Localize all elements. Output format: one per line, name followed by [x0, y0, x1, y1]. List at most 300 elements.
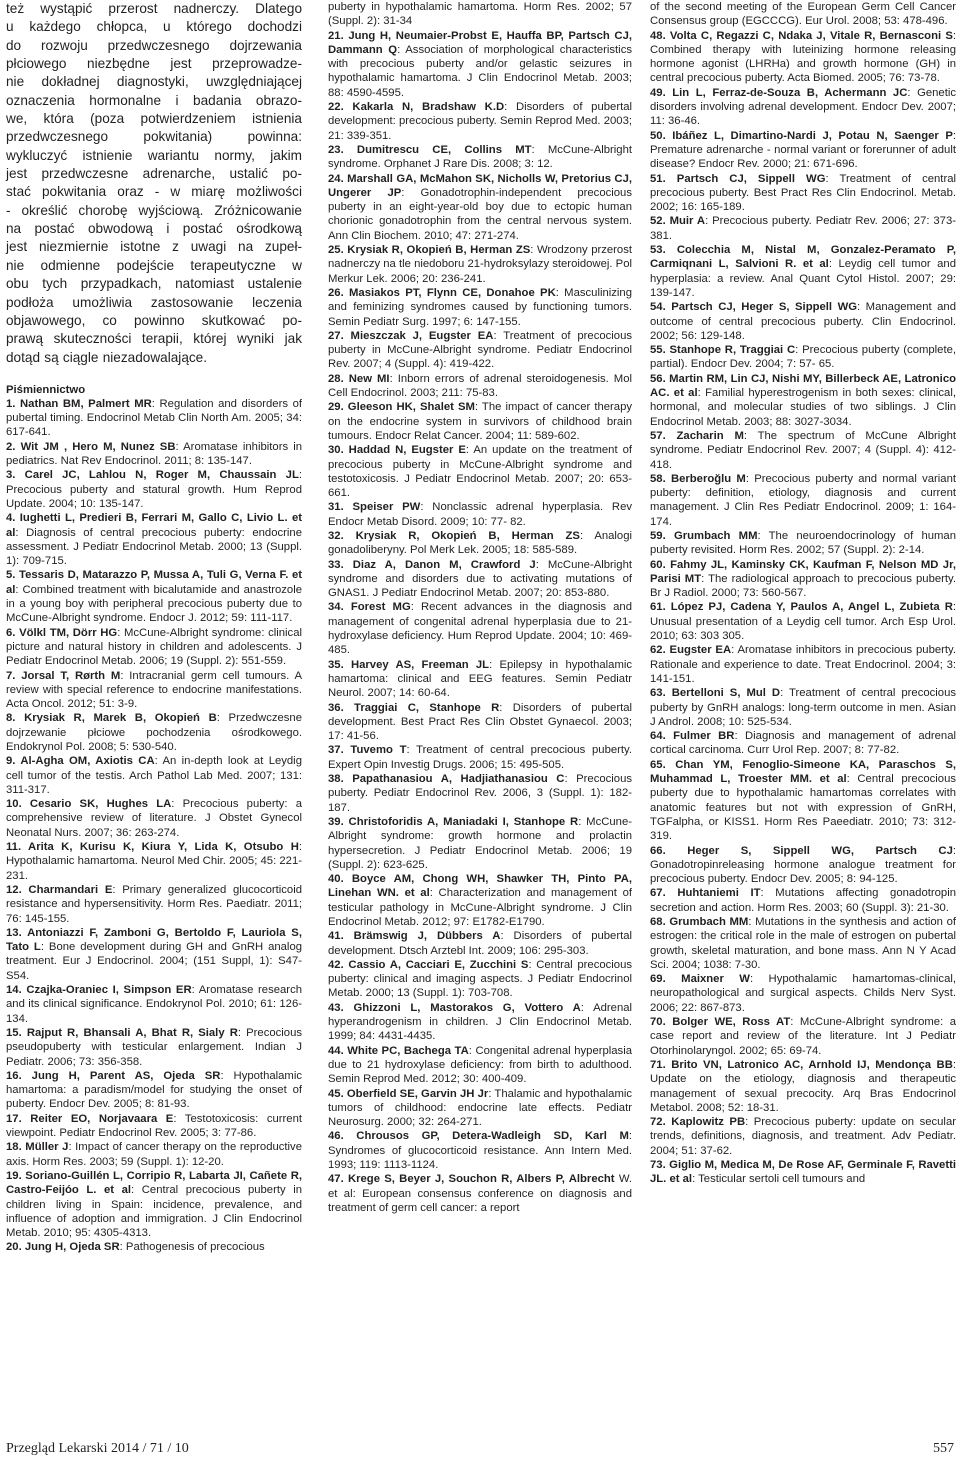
- reference-number: 27.: [328, 329, 351, 342]
- reference-citation: : Aromatase inhibitors in pediatrics. Nat Rev Endocrinol. 2011; 8: 135-147.: [6, 440, 303, 468]
- reference-number: 71.: [650, 1058, 672, 1071]
- reference-number: 12.: [6, 883, 29, 896]
- reference-item: [650, 886, 956, 915]
- reference-authors: Arita K, Kurisu K, Kiura Y, Lida K, Otsubo H: [28, 841, 299, 854]
- reference-authors: Huhtaniemi IT: [677, 887, 761, 900]
- reference-citation: : Syndromes of glucocorticoid resistance. Ann Intern Med. 1993; 119: 1113-1124.: [328, 1130, 633, 1172]
- reference-citation: : Precocious puberty and normal variant puberty: definition, etiology, diagnosis and current management. J Clin Res Pediatr Endocrinol. 2009; 1: 164-174.: [650, 472, 956, 528]
- reference-number: 28.: [328, 372, 349, 385]
- reference-number: 40.: [328, 873, 352, 886]
- body-text-line: we, która (poza potwierdzeniem istnienia: [6, 111, 302, 127]
- body-text-line: - określić chorobę wyjściową. Zróżnicowanie: [6, 202, 302, 218]
- reference-citation: : Combined treatment with bicalutamide and anastrozole in a young boy with peripheral precocious puberty due to McCune-Albright syndrome. Endocr J. 2012; 59: 111-117.: [6, 583, 302, 625]
- reference-number: 43.: [328, 1001, 354, 1014]
- reference-authors: Dumitrescu CE, Collins MT: [356, 143, 532, 156]
- reference-citation: : Przedwczesne dojrzewanie płciowe pochodzenia ośrodkowego. Endokrynol Pol. 2008; 5: 530-540.: [6, 712, 302, 753]
- reference-number: 29.: [328, 401, 348, 414]
- reference-number: 47.: [328, 1173, 348, 1186]
- reference-authors: Marshall GA, McMahon SK, Nicholls W, Pretorius CJ, Ungerer JP: [328, 172, 633, 199]
- reference-citation: : Hypothalamic hamartoma. Neurol Med Chir. 2005; 45: 221-231.: [6, 841, 302, 882]
- reference-authors: Tuvemo T: [350, 744, 407, 757]
- reference-number: 41.: [328, 930, 354, 943]
- reference-authors: Jorsal T, Rørth M: [21, 669, 121, 682]
- reference-number: 31.: [328, 501, 353, 514]
- reference-number: 33.: [328, 558, 353, 571]
- reference-citation: : Genetic disorders involving adrenal development. Endocr Dev. 2007; 11: 36-46.: [650, 86, 956, 128]
- reference-number: 5.: [6, 569, 20, 582]
- reference-item: [6, 1140, 302, 1169]
- reference-citation: : Leydig cell tumor and hyperplasia: a review. Anal Quant Cytol Histol. 2007; 29: 139-147.: [650, 258, 956, 299]
- reference-list: [650, 29, 956, 1187]
- reference-number: 45.: [328, 1087, 347, 1100]
- reference-number: 20.: [6, 1241, 25, 1254]
- reference-item: [6, 1026, 302, 1069]
- reference-authors: Krysiak R, Okopień B, Herman ZS: [347, 244, 531, 257]
- reference-authors: Müller J: [25, 1141, 69, 1154]
- reference-item: [328, 658, 632, 701]
- reference-citation: : Precocious puberty: update on secular trends, definitions, diagnosis, and treatment. Adv Pediatr. 2004; 51: 37-62.: [650, 1116, 956, 1157]
- reference-authors: Cassio A, Cacciari E, Zucchini S: [348, 958, 529, 971]
- body-text: [6, 0, 302, 367]
- reference-number: 4.: [6, 512, 20, 525]
- reference-authors: Völkl TM, Dörr HG: [19, 626, 118, 639]
- reference-number: 73.: [650, 1159, 670, 1172]
- body-text-line: przedwczesnego pokwitania) powinna:: [6, 129, 302, 145]
- reference-citation: : Gonadotrophin-independent precocious puberty in an eight-year-old boy due to ectopic human chorionic gonadotrophin from the central nervous system. Ann Clin Biochem. 2010; 47: 271-274.: [328, 186, 632, 242]
- body-text-line: jest niezmiernie istotne z uwagi na zupeł-: [6, 239, 302, 255]
- reference-citation: : Diagnosis of central precocious puberty: endocrine assessment. J Pediatr Endocrinol Metab. 2000; 13 (Suppl. 1): 709-715.: [6, 526, 302, 568]
- reference-number: 70.: [650, 1016, 673, 1029]
- reference-citation: : Treatment of central precocious puberty. Best Pract Res Clin Endocrinol. Metab. 2002; 16: 165-189.: [650, 172, 956, 214]
- reference-citation: : Regulation and disorders of pubertal timing. Endocrinol Metab Clin North Am. 2005; 34: 617-641.: [6, 397, 303, 439]
- reference-item: [328, 872, 632, 929]
- reference-authors: Zacharin M: [676, 429, 744, 442]
- reference-number: 50.: [650, 129, 673, 142]
- reference-authors: Diaz A, Danon M, Crawford J: [352, 558, 536, 571]
- reference-number: 61.: [650, 601, 671, 614]
- body-text-line: prawą skuteczności terapii, której wyniki jak: [6, 331, 302, 347]
- reference-item: [6, 711, 302, 754]
- reference-citation: : An update on the treatment of precocious puberty in McCune-Albright syndrome and testotoxicosis. J Pediatr Endocrinol Metab. 2007; 20: 653-661.: [328, 444, 632, 500]
- body-text-line: płciowego niezbędne jest przeprowadze-: [6, 56, 302, 72]
- reference-citation: : Treatment of central precocious puberty by GnRH analogs: long-term outcome in men. Asian J Androl. 2008; 10: 525-534.: [650, 687, 957, 728]
- reference-authors: Stanhope R, Traggiai C: [669, 344, 796, 357]
- reference-item: [328, 958, 632, 1001]
- reference-citation: : Hypothalamic hamartoma: a paradism/model for studying the onset of puberty. Endocr Dev. 2005; 8: 81-93.: [6, 1069, 302, 1111]
- reference-authors: Jung H, Parent AS, Ojeda SR: [31, 1069, 221, 1082]
- reference-citation: : McCune-Albright syndrome: a case report and review of the literature. Int J Pediatr Otorhinolaryngol. 2002; 65: 69-74.: [650, 1016, 956, 1057]
- reference-authors: Krege S, Beyer J, Souchon R, Albers P, Albrecht: [347, 1173, 615, 1186]
- reference-authors: Speiser PW: [352, 501, 421, 514]
- reference-authors: López PJ, Cadena Y, Paulos A, Angel L, Zubieta R: [670, 601, 953, 614]
- reference-item: [328, 772, 632, 815]
- reference-number: 18.: [6, 1141, 26, 1154]
- reference-number: 25.: [328, 244, 348, 257]
- reference-authors: Haddad N, Eugster E: [348, 444, 466, 457]
- reference-authors: Grumbach MM: [673, 529, 758, 542]
- reference-authors: Heger S, Sippell WG, Partsch CJ: [687, 844, 953, 857]
- reference-citation: : Association of morphological characteristics with precocious puberty and/or gelastic seizures in hypothalamic hamartoma. J Clin Endocrinol Metab. 2003; 88: 4590-4595.: [328, 43, 632, 99]
- reference-authors: Tessaris D, Matarazzo P, Mussa A, Tuli G, Verna F. et al: [6, 569, 302, 596]
- reference-item: [6, 511, 302, 568]
- reference-authors: Nathan BM, Palmert MR: [20, 397, 152, 410]
- reference-authors: Partsch CJ, Heger S, Sippell WG: [671, 301, 858, 314]
- reference-item: [6, 568, 302, 625]
- body-text-line: nie dokładnej diagnostyki, uwzględniającej: [6, 74, 302, 90]
- reference-number: 13.: [6, 926, 28, 939]
- reference-number: 10.: [6, 798, 30, 811]
- reference-item: [328, 143, 632, 172]
- reference-item: [328, 529, 632, 558]
- reference-number: 22.: [328, 101, 353, 114]
- reference-citation: : Precocious puberty. Pediatr Rev. 2006; 27: 373-381.: [650, 215, 956, 242]
- reference-item: [328, 243, 632, 286]
- reference-number: 65.: [650, 758, 676, 771]
- reference-authors: Eugster EA: [669, 644, 732, 657]
- reference-item: [328, 558, 632, 601]
- reference-authors: Rajput R, Bhansali A, Bhat R, Sialy R: [26, 1026, 238, 1039]
- reference-citation: : Diagnosis and management of adrenal cortical carcinoma. Curr Urol Rep. 2007; 8: 77-82.: [650, 730, 957, 757]
- reference-number: 6.: [6, 626, 20, 639]
- reference-citation: : Combined therapy with luteinizing hormone releasing hormone agonist (LHRHa) and growth hormone (GH) in central precocious puberty. Acta Biomed. 2005; 76: 73-78.: [650, 29, 956, 85]
- reference-item: [650, 643, 956, 686]
- reference-item: [6, 1169, 302, 1240]
- reference-citation: : Bone development during GH and GnRH analog treatment. Eur J Endocrinol. 2004; (151 Suppl, 1): S47-S54.: [6, 941, 303, 982]
- reference-authors: Krysiak R, Marek B, Okopień B: [24, 712, 217, 725]
- reference-citation: : Analogi gonadoliberyny. Pol Merk Lek. 2005; 18: 585-589.: [328, 529, 633, 557]
- reference-item: [328, 1001, 632, 1044]
- reference-item: [328, 29, 632, 100]
- reference-authors: Colecchia M, Nistal M, Gonzalez-Peramato P, Carmiqnani L, Salvioni R. et al: [650, 244, 956, 271]
- reference-item: [6, 926, 302, 983]
- reference-citation: : Central precocious puberty: clinical and imaging aspects. J Pediatr Endocrinol Metab. 2000; 13 (Suppl. 1): 703-708.: [328, 958, 633, 1000]
- reference-item: [6, 626, 302, 669]
- reference-citation: : Precocious puberty. Pediatr Endocrinol Rev. 2006, 3 (Suppl. 1): 182-187.: [328, 773, 632, 814]
- reference-authors: Jung H, Ojeda SR: [24, 1241, 120, 1254]
- reference-number: 60.: [650, 558, 671, 571]
- reference-item: [650, 844, 956, 887]
- reference-item: [650, 300, 956, 343]
- reference-citation: : Mutations in the synthesis and action of estrogen: the critical role in the male of estrogen on pubertal growth, skeletal maturation, and bone mass. Ann N Y Acad Sci. 2004; 1038: 7-30.: [650, 916, 956, 971]
- reference-authors: Martin RM, Lin CJ, Nishi MY, Billerbeck AE, Latronico AC. et al: [650, 372, 957, 400]
- reference-number: 54.: [650, 301, 672, 314]
- reference-item: [650, 915, 956, 972]
- reference-item: [6, 1069, 302, 1112]
- reference-item: [650, 1158, 956, 1187]
- reference-citation: : Gonadotropinreleasing hormone analogue treatment for precocious puberty. Endocr Dev. 2005; 8: 94-125.: [650, 844, 956, 886]
- reference-number: 64.: [650, 730, 674, 743]
- reference-number: 23.: [328, 143, 357, 156]
- reference-item: [328, 743, 632, 772]
- reference-number: 52.: [650, 215, 670, 228]
- reference-item: [6, 440, 302, 469]
- reference-item: [6, 468, 302, 511]
- body-text-line: u każdego chłopca, u którego dochodzi: [6, 19, 302, 35]
- reference-citation: : Disorders of pubertal development. Dtsch Arztebl Int. 2009; 106: 295-303.: [328, 930, 633, 957]
- reference-citation: : Thalamic and hypothalamic tumors of childhood: endocrine late effects. Pediatr Neurosurg. 2000; 32: 264-271.: [328, 1087, 633, 1129]
- reference-citation: : Recent advances in the diagnosis and management of congenital adrenal hyperplasia due to 21-hydroxylase deficiency. Hum Reprod Update. 2004; 10: 469-485.: [328, 601, 632, 657]
- reference-item: [328, 500, 632, 529]
- reference-number: 57.: [650, 429, 677, 442]
- reference-citation: : Nonclassic adrenal hyperplasia. Rev Endocr Metab Disord. 2009; 10: 77- 82.: [328, 501, 633, 528]
- reference-citation: : Masculinizing and feminizing syndromes caused by functioning tumors. Semin Pediatr Surg. 1997; 6: 147-155.: [328, 286, 632, 328]
- reference-item: [328, 1044, 632, 1087]
- reference-item: [650, 600, 956, 643]
- body-text-line: dotąd są ciągle niezadowalające.: [6, 349, 208, 365]
- reference-item: [328, 1129, 632, 1172]
- reference-number: 39.: [328, 815, 349, 828]
- reference-number: 56.: [650, 372, 670, 385]
- reference-number: 7.: [6, 669, 22, 682]
- reference-authors: Czajka-Oraniec I, Simpson ER: [26, 984, 192, 997]
- reference-citation: : The radiological approach to precocious puberty. Br J Radiol. 2000; 73: 560-567.: [650, 572, 956, 600]
- body-text-line: do rozwoju przedwczesnego dojrzewania: [6, 37, 302, 53]
- reference-item: [650, 972, 956, 1015]
- reference-number: 21.: [328, 29, 349, 42]
- reference-authors: Antoniazzi F, Zamboni G, Bertoldo F, Lauriola S, Tato L: [6, 926, 302, 954]
- reference-citation: : Treatment of precocious puberty in McCune-Albright syndrome. Pediatr Endocrinol Rev. 2007; 4 (Suppl. 4): 419-422.: [328, 329, 633, 371]
- reference-number: 14.: [6, 984, 27, 997]
- reference-item: [650, 758, 956, 844]
- reference-number: 3.: [6, 469, 25, 482]
- reference-authors: Mieszczak J, Eugster EA: [350, 329, 494, 342]
- reference-authors: Kakarla N, Bradshaw K.D: [352, 101, 505, 114]
- reference-authors: Partsch CJ, Sippell WG: [676, 172, 826, 185]
- reference-authors: Krysiak R, Okopień B, Herman ZS: [355, 529, 580, 542]
- reference-citation: : Unusual presentation of a Leydig cell tumor. Arch Esp Urol. 2010; 63: 303 305.: [650, 601, 956, 643]
- reference-item: [328, 400, 632, 443]
- reference-item: [650, 86, 956, 129]
- reference-number: 15.: [6, 1026, 27, 1039]
- reference-number: 34.: [328, 601, 351, 614]
- reference-citation: : McCune-Albright syndrome: growth hormone and prolactin hypersecretion. J Pediatr Endocrinol Metab. 2006; 19 (Suppl. 2): 623-625.: [328, 815, 633, 871]
- reference-item: [6, 754, 302, 797]
- reference-authors: Carel JC, Lahlou N, Roger M, Chaussain JL: [24, 469, 299, 482]
- reference-item: [650, 529, 956, 558]
- reference-citation: : Congenital adrenal hyperplasia due to 21 hydroxylase deficiency: from birth to adulthood. Semin Reprod Med. 2012; 30: 400-409.: [328, 1044, 632, 1086]
- reference-citation: : Central precocious puberty in children living in Spain: incidence, prevalence, and influence of adoption and immigration. J Clin Endocrinol Metab. 2010; 95: 4305-4313.: [6, 1184, 303, 1240]
- reference-number: 63.: [650, 687, 672, 700]
- reference-item: [328, 929, 632, 958]
- reference-citation: : McCune-Albright syndrome and disorders due to activating mutations of GNAS1. J Pediatr Endocrinol Metab. 2007; 20: 853-880.: [328, 558, 633, 600]
- reference-item: [650, 558, 956, 601]
- reference-number: 11.: [6, 841, 29, 854]
- reference-authors: Traggiai C, Stanhope R: [354, 701, 500, 714]
- reference-item: [650, 429, 956, 472]
- reference-authors: Iughetti L, Predieri B, Ferrari M, Gallo C, Livio L. et al: [6, 512, 302, 539]
- reference-citation: : Primary generalized glucocorticoid resistance and hypersensitivity. Horm Res. Paediatr. 2011; 76: 145-155.: [6, 883, 303, 925]
- reference-authors: Brämswig J, Dübbers A: [353, 930, 501, 943]
- reference-citation: : Testotoxicosis: current viewpoint. Pediatr Endocrinol Rev. 2005; 3: 77-86.: [6, 1112, 303, 1140]
- reference-number: 24.: [328, 172, 348, 185]
- body-text-line: stać pokwitania oraz - w miarę możliwości: [6, 184, 302, 200]
- reference-citation: : Mutations affecting gonadotropin secretion and action. Horm Res. 2003; 60 (Suppl. 3): 21-30.: [650, 887, 957, 914]
- reference-item: [6, 1240, 302, 1254]
- reference-authors: Christoforidis A, Maniadaki I, Stanhope R: [348, 815, 579, 828]
- body-text-line: na postać obwodową i postać ośrodkową: [6, 221, 302, 237]
- reference-item: [328, 172, 632, 243]
- reference-citation: : Testicular sertoli cell tumours and: [692, 1173, 866, 1186]
- reference-number: 66.: [650, 844, 688, 857]
- reference-number: 8.: [6, 712, 25, 725]
- reference-item: [328, 815, 632, 872]
- reference-item: [650, 129, 956, 172]
- body-text-line: oznaczenia hormonalne i badania obrazo-: [6, 92, 302, 108]
- reference-number: 42.: [328, 958, 349, 971]
- reference-authors: Forest MG: [350, 601, 411, 614]
- reference-number: 37.: [328, 744, 351, 757]
- reference-authors: Wit JM , Hero M, Nunez SB: [20, 440, 176, 453]
- reference-item: [6, 983, 302, 1026]
- reference-citation: : Familial hyperestrogenism in both sexes: clinical, hormonal, and molecular studies of two siblings. J Clin Endocrinol Metab. 2003; 88: 3027-3034.: [650, 387, 956, 428]
- reference-authors: Charmandari E: [28, 883, 113, 896]
- reference-citation: : Inborn errors of adrenal steroidogenesis. Mol Cell Endocrinol. 2003; 211: 75-83.: [328, 372, 632, 400]
- reference-citation: : Impact of cancer therapy on the reproductive axis. Horm Res. 2003; 59 (Suppl. 1): 12-20.: [6, 1141, 302, 1168]
- reference-authors: Gleeson HK, Shalet SM: [347, 401, 475, 414]
- reference-citation: : Characterization and management of testicular pathology in McCune-Albright syndrome. J Clin Endocrinol Metab. 2012; 97: E1782-E1790.: [328, 887, 632, 928]
- reference-number: 26.: [328, 286, 350, 299]
- reference-item: [650, 29, 956, 86]
- reference-authors: Cesario SK, Hughes LA: [29, 798, 172, 811]
- reference-number: 67.: [650, 887, 678, 900]
- reference-number: 53.: [650, 244, 677, 257]
- reference-item: [650, 1115, 956, 1158]
- reference-citation: : Premature adrenarche - normal variant or forerunner of adult disease? Endocr Rev. 2000; 21: 671-696.: [650, 129, 957, 171]
- footer-journal: Przegląd Lekarski 2014 / 71 / 10: [6, 1441, 189, 1456]
- reference-authors: Berberoğlu M: [670, 472, 746, 485]
- reference-number: 44.: [328, 1044, 348, 1057]
- reference-continuation: of the second meeting of the European Germ Cell Cancer Consensus group (EGCCCG). Eur Urol. 2008; 53: 478-496.: [650, 1, 956, 28]
- reference-authors: Reiter EO, Norjavaara E: [30, 1112, 174, 1125]
- reference-authors: Grumbach MM: [669, 916, 749, 928]
- column-right: [650, 0, 956, 1187]
- reference-number: 9.: [6, 755, 21, 768]
- reference-citation: : Epilepsy in hypothalamic hamartoma: clinical and EEG features. Semin Pediatr Neurol. 2007; 14: 60-64.: [328, 658, 633, 700]
- reference-citation: : Adrenal hyperandrogenism in children. J Clin Endocrinol Metab. 1999; 84: 4431-4435.: [328, 1001, 633, 1043]
- reference-authors: Brito VN, Latronico AC, Arnhold IJ, Mendonça BB: [671, 1058, 953, 1071]
- reference-authors: New MI: [348, 372, 390, 385]
- reference-citation: : McCune-Albright syndrome: clinical picture and natural history in children and adolescents. J Pediatr Endocrinol Metab. 2006; 19 (Suppl. 2): 551-559.: [6, 626, 303, 668]
- reference-number: 1.: [6, 397, 21, 410]
- reference-item: [328, 100, 632, 143]
- reference-citation: : Disorders of pubertal development. Best Pract Res Clin Obstet Gynaecol. 2003; 17: 41-56.: [328, 701, 633, 743]
- reference-authors: Ibáñez L, Dimartino-Nardi J, Potau N, Saenger P: [672, 129, 953, 142]
- reference-authors: Chrousos GP, Detera-Wadleigh SD, Karl M: [356, 1130, 629, 1143]
- body-text-line: objawowego, co powinno skutkować po-: [6, 312, 302, 328]
- reference-number: 68.: [650, 916, 670, 928]
- references-heading: Piśmiennictwo: [6, 383, 86, 396]
- column-left: [6, 0, 302, 1255]
- reference-authors: Boyce AM, Chong WH, Shawker TH, Pinto PA, Linehan WN. et al: [328, 873, 632, 900]
- reference-citation: : Intracranial germ cell tumours. A review with special reference to endocrine manifestations. Acta Oncol. 2012; 51: 3-9.: [6, 669, 303, 711]
- reference-item: [650, 214, 956, 243]
- reference-authors: White PC, Bachega TA: [347, 1044, 469, 1057]
- reference-citation: : Pathogenesis of precocious: [119, 1241, 265, 1254]
- reference-authors: Harvey AS, Freeman JL: [350, 658, 490, 671]
- reference-continuation: puberty in hypothalamic hamartoma. Horm Res. 2002; 57 (Suppl. 2): 31-34: [328, 1, 632, 28]
- reference-authors: Bertelloni S, Mul D: [671, 687, 781, 700]
- reference-citation: : Aromatase inhibitors in precocious puberty. Rationale and experience to date. Treat Endocrinol. 2004; 3: 141-151.: [650, 644, 956, 685]
- reference-citation: : Wrodzony przerost nadnerczy na tle niedoboru 21-hydroksylazy steroidowej. Pol Merkur Lek. 2006; 20: 236-241.: [328, 244, 633, 285]
- reference-citation: : Update on the etiology, diagnosis and therapeutic management of sexual precocity. Arq Bras Endocrinol Metabol. 2008; 52: 18-31.: [650, 1058, 956, 1114]
- reference-item: [6, 883, 302, 926]
- reference-authors: Giglio M, Medica M, De Rose AF, Germinale F, Ravetti JL. et al: [650, 1159, 957, 1186]
- body-text-line: nie odmienne podejście terapeutyczne w: [6, 257, 302, 273]
- reference-authors: Ghizzoni L, Mastorakos G, Vottero A: [353, 1001, 581, 1014]
- reference-list: [6, 397, 302, 1255]
- reference-citation: : Precocious puberty and statural growth. Hum Reprod Update. 2004; 10: 135-147.: [6, 469, 303, 510]
- reference-item: [328, 286, 632, 329]
- reference-item: [650, 343, 956, 372]
- reference-number: 55.: [650, 344, 670, 357]
- reference-number: 32.: [328, 529, 356, 542]
- reference-authors: Masiakos PT, Flynn CE, Donahoe PK: [349, 286, 556, 299]
- reference-citation: W. et al: European consensus conference on diagnosis and treatment of germ cell cancer: a report: [328, 1173, 633, 1214]
- reference-citation: : Precocious pseudopuberty with testicular enlargement. Indian J Pediatr. 2006; 73: 356-358.: [6, 1026, 302, 1068]
- reference-authors: Kaplowitz PB: [671, 1116, 746, 1129]
- reference-citation: : Hypothalamic hamartomas-clinical, neuropathological and surgical aspects. Childs Nerv Syst. 2006; 22: 867-873.: [650, 973, 956, 1014]
- reference-citation: : Central precocious puberty due to hypothalamic hamartomas correlates with anatomic features but not with expression of GnRH, TGFalpha, or KISS1. Horm Res Paeediatr. 2010; 73: 312-319.: [650, 773, 956, 843]
- reference-item: [328, 701, 632, 744]
- body-text-line: też wystąpić przerost nadnerczy. Dlatego: [6, 1, 302, 16]
- reference-number: 19.: [6, 1169, 26, 1182]
- reference-authors: Al-Agha OM, Axiotis CA: [20, 755, 155, 768]
- reference-number: 38.: [328, 773, 353, 786]
- reference-item: [328, 600, 632, 657]
- reference-item: [650, 686, 956, 729]
- reference-authors: Lin L, Ferraz-de-Souza B, Achermann JC: [672, 86, 908, 99]
- reference-number: 35.: [328, 658, 351, 671]
- body-text-line: wykluczyć istnienie wariantu normy, jakim: [6, 147, 302, 163]
- reference-number: 46.: [328, 1130, 357, 1143]
- reference-authors: Muir A: [669, 215, 706, 228]
- reference-citation: : Management and outcome of central precocious puberty. Clin Endocrinol. 2002; 56: 129-148.: [650, 301, 956, 342]
- reference-number: 36.: [328, 701, 355, 714]
- reference-number: 48.: [650, 29, 670, 42]
- reference-authors: Volta C, Regazzi C, Ndaka J, Vitale R, Bernasconi S: [669, 29, 953, 42]
- reference-authors: Chan YM, Fenoglio-Simeone KA, Paraschos S, Muhammad L, Troester MM. et al: [650, 758, 956, 786]
- body-text-line: jest przedwczesne adrenarche, ustalić po-: [6, 166, 302, 182]
- reference-item: [328, 443, 632, 500]
- reference-item: [328, 329, 632, 372]
- reference-number: 16.: [6, 1069, 32, 1082]
- reference-citation: : An in-depth look at Leydig cell tumor of the testis. Arch Pathol Lab Med. 2007; 131: 311-317.: [6, 755, 302, 796]
- reference-citation: : Aromatase research and its clinical significance. Endokrynol Pol. 2010; 61: 126-134.: [6, 984, 303, 1025]
- reference-authors: Jung H, Neumaier-Probst E, Hauffa BP, Partsch CJ, Dammann Q: [328, 29, 633, 56]
- body-text-line: podłoża umożliwia zastosowanie leczenia: [6, 294, 302, 310]
- reference-item: [6, 1112, 302, 1141]
- reference-item: [328, 372, 632, 401]
- reference-item: [6, 797, 302, 840]
- reference-authors: Papathanasiou A, Hadjiathanasiou C: [352, 773, 565, 786]
- reference-authors: Soriano-Guillén L, Corripio R, Labarta JI, Cañete R, Castro-Feijóo L. et al: [6, 1169, 302, 1197]
- body-text-line: obu tych przypadkach, natomiast ustalenie: [6, 276, 302, 292]
- reference-authors: Fahmy JL, Kaminsky CK, Kaufman F, Nelson MD Jr, Parisi MT: [650, 558, 957, 585]
- reference-number: 30.: [328, 444, 349, 457]
- reference-citation: : Disorders of pubertal development: precocious puberty. Semin Reprod Med. 2003; 21: 339-351.: [328, 101, 633, 142]
- reference-citation: : The neuroendocrinology of human puberty revisited. Horm Res. 2002; 57 (Suppl. 2): 2-14.: [650, 529, 956, 557]
- reference-item: [328, 1172, 632, 1215]
- reference-item: [650, 172, 956, 215]
- reference-authors: Maixner W: [681, 973, 750, 986]
- reference-citation: : Treatment of central precocious puberty. Expert Opin Investig Drugs. 2006; 15: 495-505.: [328, 744, 633, 771]
- reference-item: [650, 472, 956, 529]
- reference-number: 58.: [650, 472, 671, 485]
- reference-authors: Fulmer BR: [673, 730, 735, 743]
- reference-number: 59.: [650, 529, 674, 542]
- reference-number: 69.: [650, 973, 682, 986]
- reference-number: 17.: [6, 1112, 31, 1125]
